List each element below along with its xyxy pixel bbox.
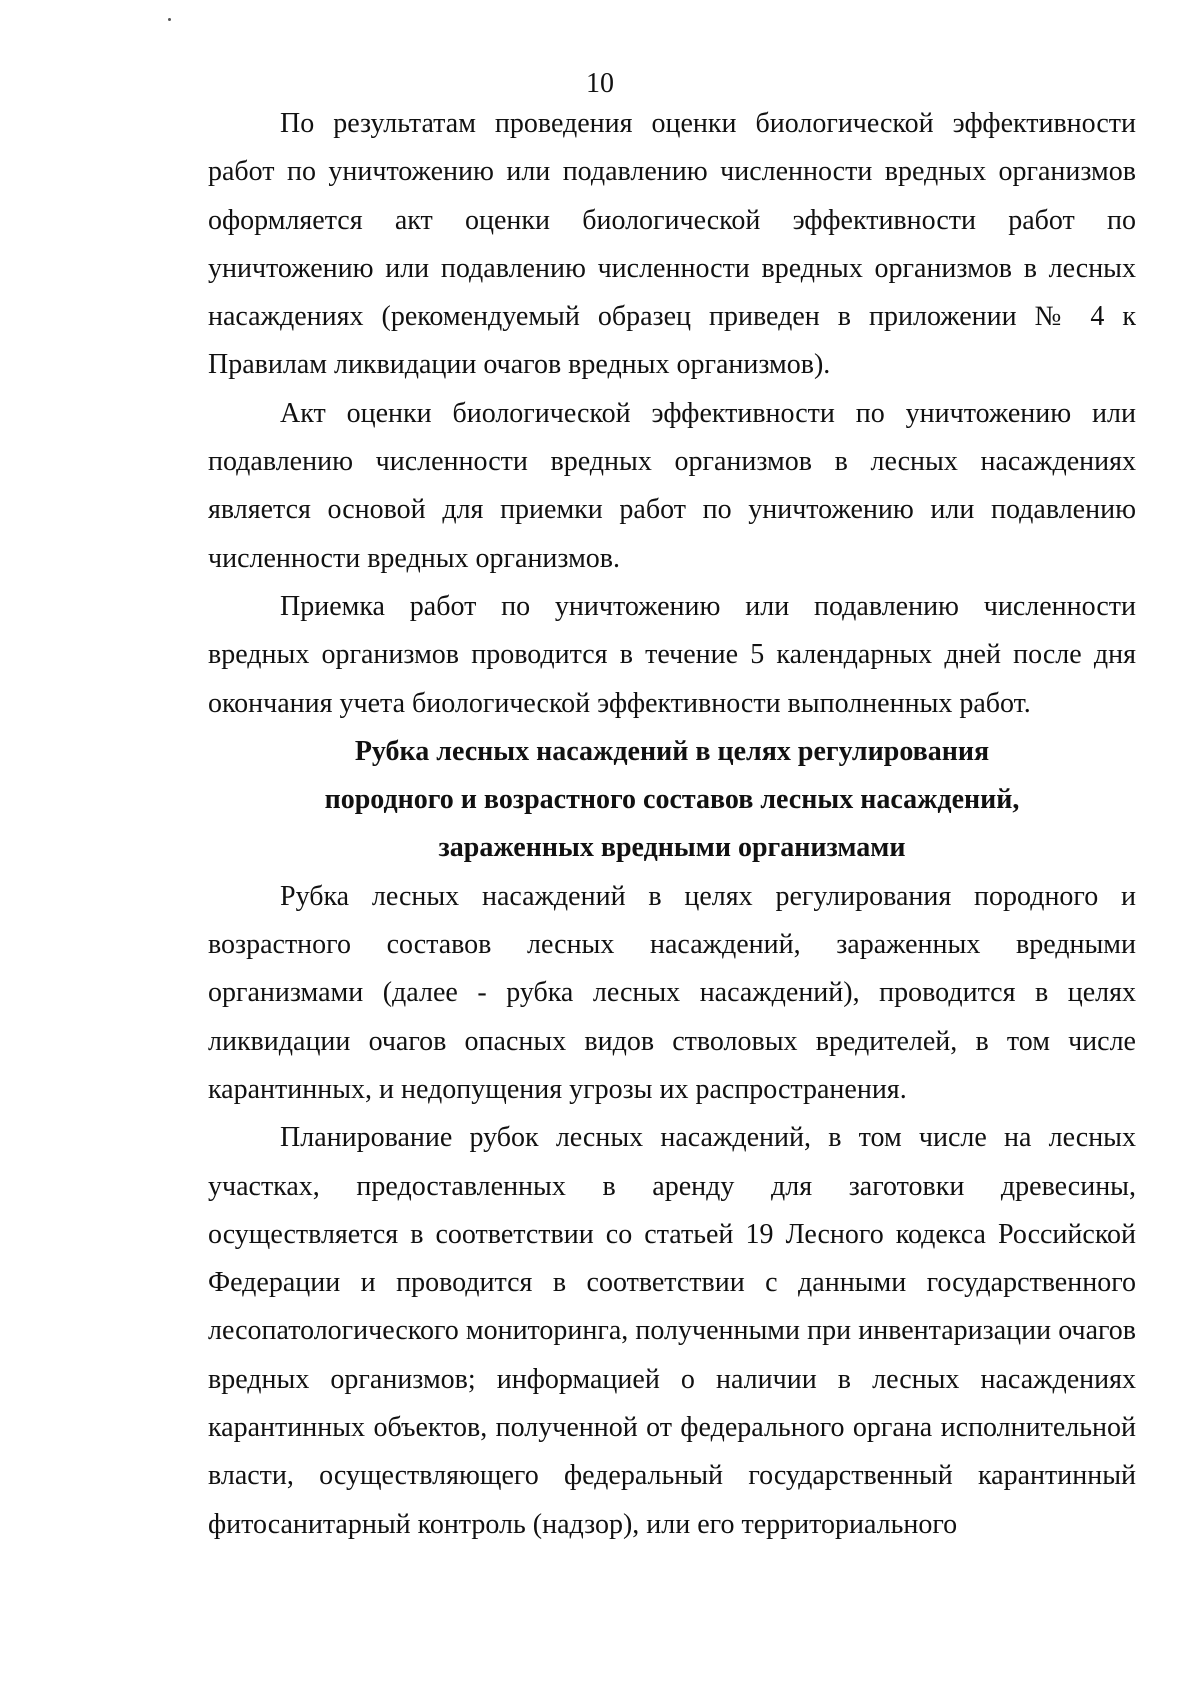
section-heading: [208, 728, 1136, 873]
heading-line: Рубка лесных насаждений в целях регулирования: [354, 735, 990, 767]
heading-line: зараженных вредными организмами: [438, 832, 906, 864]
paragraph-cutting-purpose: Рубка лесных насаждений в целях регулирования породного и возрастного составов лесных насаждений, зараженных вредными организмами (далее - рубка лесных насаждений), проводится в целях ликвидации очагов опасных видов стволовых вредителей, в том числе карантинных, и недопущения угрозы их распространения.: [208, 880, 1136, 1105]
paragraph-act-basis: Акт оценки биологической эффективности по уничтожению или подавлению численности вредных организмов в лесных насаждениях является основой для приемки работ по уничтожению или подавлению численности вредных организмов.: [208, 397, 1136, 574]
heading-line: породного и возрастного составов лесных насаждений,: [324, 784, 1020, 816]
page-number: 10: [586, 68, 614, 99]
scan-artifact-dot: [168, 18, 171, 21]
paragraph-acceptance: Приемка работ по уничтожению или подавлению численности вредных организмов проводится в течение 5 календарных дней после дня окончания учета биологической эффективности выполненных работ.: [208, 590, 1136, 719]
paragraph-evaluation-act: По результатам проведения оценки биологической эффективности работ по уничтожению или подавлению численности вредных организмов оформляется акт оценки биологической эффективности работ по уничтожению или подавлению численности вредных организмов в лесных насаждениях (рекомендуемый образец приведен в приложении № 4 к Правилам ликвидации очагов вредных организмов).: [208, 108, 1136, 381]
paragraph-cutting-planning: Планирование рубок лесных насаждений, в том числе на лесных участках, предоставленных в аренду для заготовки древесины, осуществляется в соответствии со статьей 19 Лесного кодекса Российской Федерации и проводится в соответствии с данными государственного лесопатологического мониторинга, полученными при инвентаризации очагов вредных организмов; информацией о наличии в лесных насаждениях карантинных объектов, полученной от федерального органа исполнительной власти, осуществляющего федеральный государственный карантинный фитосанитарный контроль (надзор), или его территориального: [208, 1122, 1136, 1540]
document-body: [208, 100, 1136, 1549]
